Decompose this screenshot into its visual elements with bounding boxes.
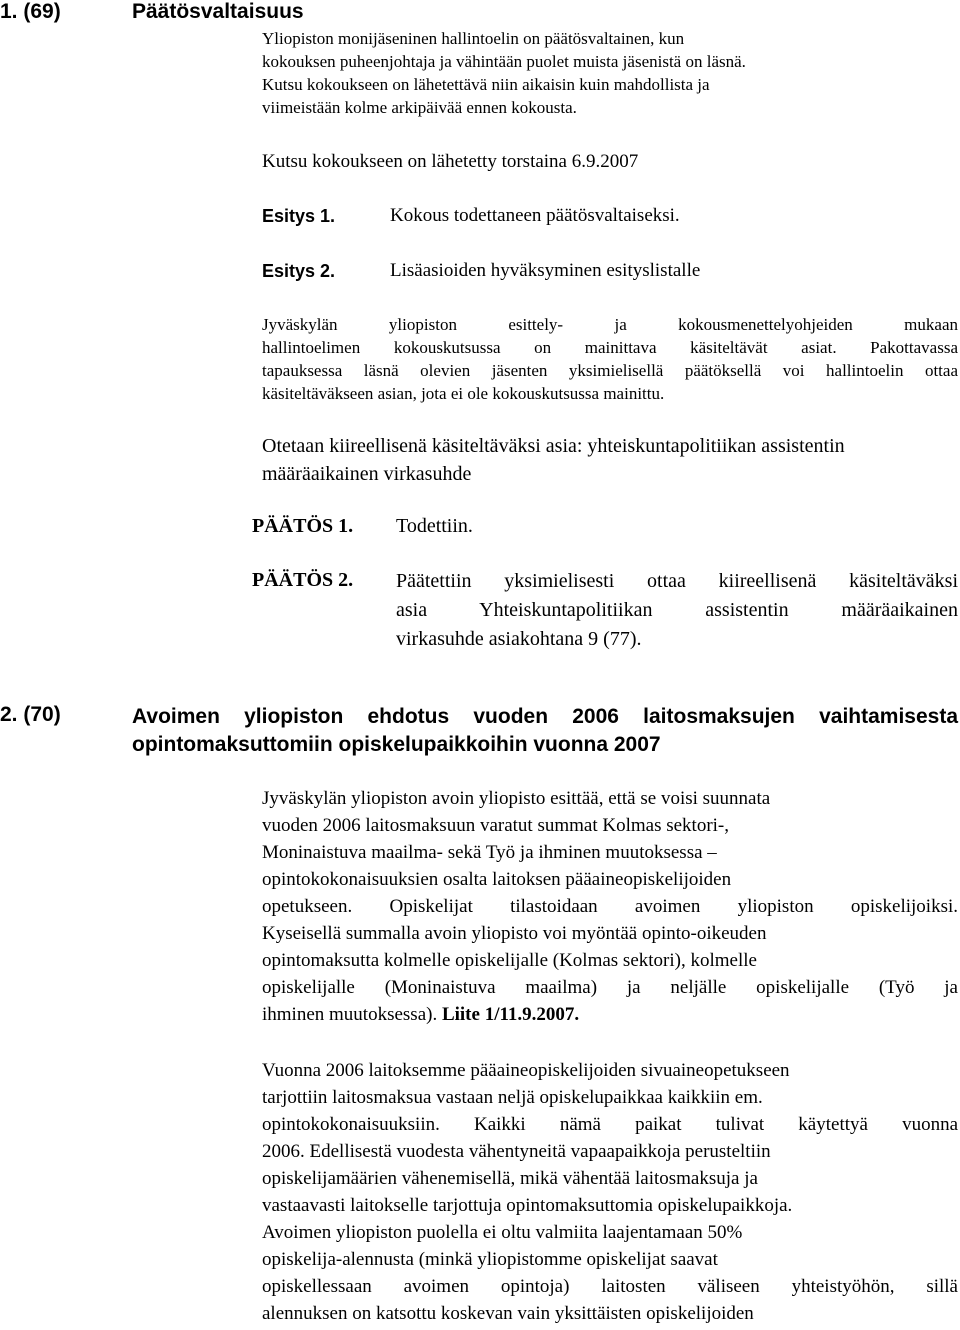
section-1-number: 1. (69) <box>0 0 61 23</box>
section-1-title: Päätösvaltaisuus <box>132 0 304 23</box>
urgent-matter <box>262 432 845 488</box>
text-line: opintokokonaisuuksien osalta laitoksen pääaineopiskelijoiden <box>262 869 732 890</box>
text-line <box>262 1001 958 1028</box>
text-line: opintomaksutta kolmelle opiskelijalle (Kolmas sektori), kolmelle <box>262 950 757 971</box>
text-line: Kutsu kokoukseen on lähetettävä niin aikaisin kuin mahdollista ja <box>262 75 710 94</box>
text-line: Moninaistuva maailma- sekä Työ ja ihminen muutoksessa – <box>262 842 717 863</box>
text-line: 2006. Edellisestä vuodesta vähentyneitä vapaapaikkoja perusteltiin <box>262 1141 771 1162</box>
proposal-1-text: Kokous todettaneen päätösvaltaiseksi. <box>390 205 680 226</box>
text-line: opintokokonaisuuksiin. Kaikki nämä paikat tulivat käytettyä vuonna <box>262 1114 958 1135</box>
text-line: käsiteltäväkseen asian, jota ei ole kokouskutsussa mainittu. <box>262 384 665 403</box>
text-line: vuoden 2006 laitosmaksuun varatut summat Kolmas sektori-, <box>262 815 730 836</box>
decision-1-text: Todettiin. <box>396 515 473 537</box>
text-line: viimeistään kolme arkipäivää ennen kokousta. <box>262 98 577 117</box>
text-line: opiskellessaan avoimen opintoja) laitosten väliseen yhteistyöhön, sillä <box>262 1276 958 1297</box>
text-line: kokouksen puheenjohtaja ja vähintään puolet muista jäsenistä on läsnä. <box>262 52 746 71</box>
text-line: Kyseisellä summalla avoin yliopisto voi myöntää opinto-oikeuden <box>262 923 767 944</box>
section-1-intro <box>262 27 822 119</box>
title-line: opintomaksuttomiin opiskelupaikkoihin vuonna 2007 <box>132 733 661 756</box>
text-line: Päätettiin yksimielisesti ottaa kiireellisenä käsiteltäväksi <box>396 570 958 592</box>
text-line: tapauksessa läsnä olevien jäsenten yksimielisellä päätöksellä voi hallintoelin ottaa <box>262 361 958 380</box>
text-line: Jyväskylän yliopiston avoin yliopisto esittää, että se voisi suunnata <box>262 788 771 809</box>
text-line: Yliopiston monijäseninen hallintoelin on päätösvaltainen, kun <box>262 29 685 48</box>
text-line: Otetaan kiireellisenä käsiteltäväksi asia: yhteiskuntapolitiikan assistentin <box>262 435 845 457</box>
text-line: alennuksen on katsottu koskevan vain yksittäisten opiskelijoiden <box>262 1303 754 1324</box>
text-line: virkasuhde asiakohtana 9 (77). <box>396 628 642 650</box>
text-line: opiskelijamäärien vähenemisellä, mikä vähentää laitosmaksuja ja <box>262 1168 758 1189</box>
text-line: vastaavasti laitokselle tarjottuja opintomaksuttomia opiskelupaikkoja. <box>262 1195 793 1216</box>
text-line: asia Yhteiskuntapolitiikan assistentin määräaikainen <box>396 599 958 621</box>
text-line: opiskelijalle (Moninaistuva maailma) ja neljälle opiskelijalle (Työ ja <box>262 977 958 998</box>
text-line: hallintoelimen kokouskutsussa on mainittava käsiteltävät asiat. Pakottavassa <box>262 338 958 357</box>
text-line: opetukseen. Opiskelijat tilastoidaan avoimen yliopiston opiskelijoiksi. <box>262 896 958 917</box>
attachment-reference: Liite 1/11.9.2007. <box>441 1004 580 1025</box>
invite-sent-note: Kutsu kokoukseen on lähetetty torstaina 6.9.2007 <box>262 151 639 172</box>
proposal-1-label: Esitys 1. <box>262 206 336 226</box>
rules-paragraph <box>262 313 958 405</box>
proposal-2-label: Esitys 2. <box>262 261 336 281</box>
decision-2-label: PÄÄTÖS 2. <box>252 569 354 591</box>
section-2-number: 2. (70) <box>0 703 61 726</box>
text-line-part: ihminen muutoksessa). <box>262 1004 438 1025</box>
decision-1-label: PÄÄTÖS 1. <box>252 515 354 537</box>
proposal-2-text: Lisäasioiden hyväksyminen esityslistalle <box>390 260 701 281</box>
text-line: Jyväskylän yliopiston esittely- ja kokousmenettelyohjeiden mukaan <box>262 315 958 334</box>
text-line: Avoimen yliopiston puolella ei oltu valmiita laajentamaan 50% <box>262 1222 743 1243</box>
text-line: Vuonna 2006 laitoksemme pääaineopiskelijoiden sivuaineopetukseen <box>262 1060 790 1081</box>
text-line: määräaikainen virkasuhde <box>262 463 472 485</box>
title-line: Avoimen yliopiston ehdotus vuoden 2006 laitosmaksujen vaihtamisesta <box>132 705 958 728</box>
text-line: opiskelija-alennusta (minkä yliopistomme opiskelijat saavat <box>262 1249 718 1270</box>
section-2-title <box>132 703 958 759</box>
text-line: tarjottiin laitosmaksua vastaan neljä opiskelupaikkaa kaikkiin em. <box>262 1087 763 1108</box>
section-2-paragraph-2 <box>262 1057 958 1327</box>
section-2-paragraph-1 <box>262 785 958 1028</box>
decision-2-text <box>396 567 958 654</box>
